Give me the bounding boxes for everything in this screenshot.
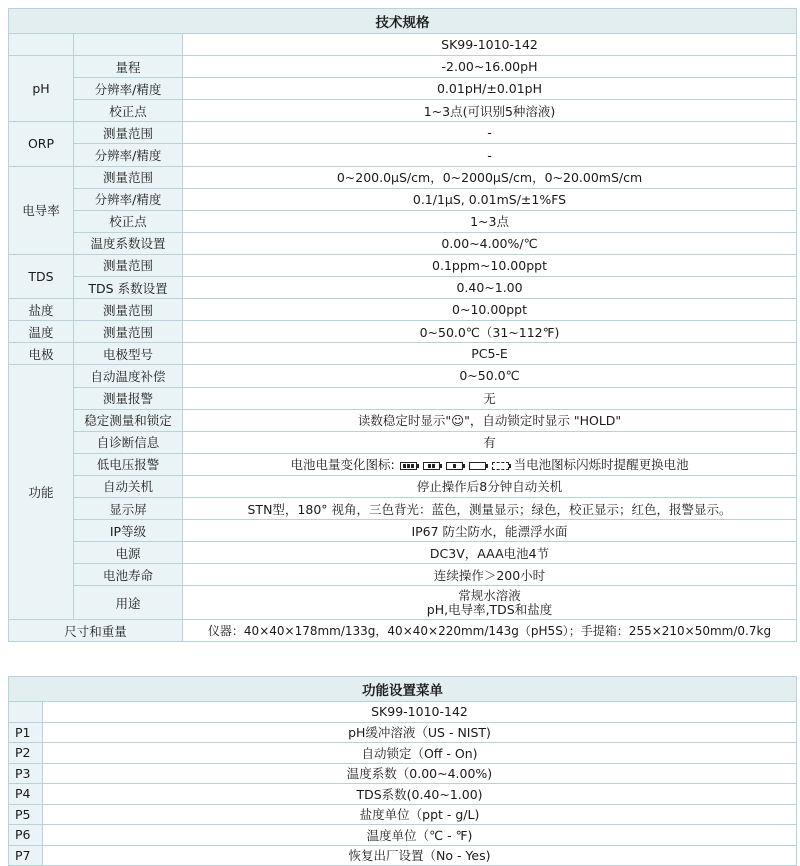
menu-table bbox=[8, 676, 797, 866]
row-value: 停止操作后8分钟自动关机 bbox=[183, 475, 797, 497]
menu-code: P5 bbox=[9, 804, 43, 825]
row-value-usage bbox=[183, 586, 797, 620]
row-label: 用途 bbox=[74, 586, 183, 620]
category-ph: pH bbox=[9, 56, 74, 122]
row-value: 0.01pH/±0.01pH bbox=[183, 78, 797, 100]
category-orp: ORP bbox=[9, 122, 74, 166]
row-label: 自诊断信息 bbox=[74, 431, 183, 453]
menu-value: 恢复出厂设置（No - Yes) bbox=[43, 845, 797, 866]
row-value: DC3V，AAA电池4节 bbox=[183, 542, 797, 564]
row-label: 测量范围 bbox=[74, 122, 183, 144]
row-value: 1~3点(可识别5种溶液) bbox=[183, 100, 797, 122]
row-label: 校正点 bbox=[74, 210, 183, 232]
menu-code: P1 bbox=[9, 722, 43, 743]
row-value: 0.1ppm~10.00ppt bbox=[183, 254, 797, 276]
row-label: 分辨率/精度 bbox=[74, 78, 183, 100]
menu-code: P6 bbox=[9, 825, 43, 846]
menu-title: 功能设置菜单 bbox=[9, 677, 797, 702]
spec-table bbox=[8, 8, 797, 642]
menu-value: 温度单位（℃ - ℉) bbox=[43, 825, 797, 846]
spec-model: SK99-1010-142 bbox=[183, 34, 797, 56]
spec-title: 技术规格 bbox=[9, 9, 797, 34]
usage-line-1: 常规水溶液 bbox=[458, 587, 521, 603]
category-electrode: 电极 bbox=[9, 343, 74, 365]
row-label: 电池寿命 bbox=[74, 564, 183, 586]
category-temperature: 温度 bbox=[9, 321, 74, 343]
row-label: 自动关机 bbox=[74, 475, 183, 497]
category-tds: TDS bbox=[9, 254, 74, 298]
size-label: 尺寸和重量 bbox=[9, 620, 183, 642]
size-value: 仪器：40×40×178mm/133g，40×40×220mm/143g（pH5S）；手提箱：255×210×50mm/0.7kg bbox=[183, 620, 797, 642]
row-value: 1~3点 bbox=[183, 210, 797, 232]
category-conductivity: 电导率 bbox=[9, 166, 74, 254]
row-value: - bbox=[183, 144, 797, 166]
row-label: 量程 bbox=[74, 56, 183, 78]
battery-empty-icon bbox=[469, 462, 486, 470]
row-value: 无 bbox=[183, 387, 797, 409]
menu-code: P7 bbox=[9, 845, 43, 866]
row-value: 0.1/1μS, 0.01mS/±1%FS bbox=[183, 188, 797, 210]
row-value: PC5-E bbox=[183, 343, 797, 365]
row-label: IP等级 bbox=[74, 520, 183, 542]
row-label: 分辨率/精度 bbox=[74, 188, 183, 210]
menu-value: 盐度单位（ppt - g/L) bbox=[43, 804, 797, 825]
row-value: 0.40~1.00 bbox=[183, 277, 797, 299]
row-value: 0~50.0℃（31~112℉) bbox=[183, 321, 797, 343]
row-label: 分辨率/精度 bbox=[74, 144, 183, 166]
row-value: IP67 防尘防水，能漂浮水面 bbox=[183, 520, 797, 542]
row-label: 稳定测量和锁定 bbox=[74, 409, 183, 431]
category-function: 功能 bbox=[9, 365, 74, 620]
row-label: 电极型号 bbox=[74, 343, 183, 365]
menu-code: P2 bbox=[9, 743, 43, 764]
row-value: 0~10.00ppt bbox=[183, 299, 797, 321]
row-label: 测量范围 bbox=[74, 299, 183, 321]
row-label: 自动温度补偿 bbox=[74, 365, 183, 387]
menu-value: TDS系数(0.40~1.00) bbox=[43, 784, 797, 805]
category-salinity: 盐度 bbox=[9, 299, 74, 321]
row-label: 测量报警 bbox=[74, 387, 183, 409]
menu-value: pH缓冲溶液（US - NIST) bbox=[43, 722, 797, 743]
menu-model: SK99-1010-142 bbox=[43, 702, 797, 723]
row-label: 电源 bbox=[74, 542, 183, 564]
row-value: -2.00~16.00pH bbox=[183, 56, 797, 78]
row-label: TDS 系数设置 bbox=[74, 277, 183, 299]
battery-full-icon bbox=[400, 462, 417, 470]
row-label: 测量范围 bbox=[74, 254, 183, 276]
row-value: - bbox=[183, 122, 797, 144]
row-value: 0~50.0℃ bbox=[183, 365, 797, 387]
row-value: STN型，180° 视角，三色背光：蓝色，测量显示；绿色，校正显示；红色，报警显示。 bbox=[183, 497, 797, 519]
battery-two-thirds-icon bbox=[423, 462, 440, 470]
row-label: 校正点 bbox=[74, 100, 183, 122]
battery-one-third-icon bbox=[446, 462, 463, 470]
row-label: 测量范围 bbox=[74, 321, 183, 343]
battery-prefix: 电池电量变化图标: bbox=[290, 457, 395, 473]
row-value: 0~200.0μS/cm，0~2000μS/cm，0~20.00mS/cm bbox=[183, 166, 797, 188]
battery-flashing-icon bbox=[492, 462, 509, 470]
usage-line-2: pH,电导率,TDS和盐度 bbox=[426, 601, 553, 617]
menu-value: 温度系数（0.00~4.00%) bbox=[43, 763, 797, 784]
battery-suffix: 当电池图标闪烁时提醒更换电池 bbox=[513, 457, 689, 473]
row-label: 显示屏 bbox=[74, 497, 183, 519]
menu-code: P3 bbox=[9, 763, 43, 784]
row-value: 读数稳定时显示"☺"，自动锁定时显示 "HOLD" bbox=[183, 409, 797, 431]
row-label: 温度系数设置 bbox=[74, 232, 183, 254]
menu-code: P4 bbox=[9, 784, 43, 805]
row-label: 测量范围 bbox=[74, 166, 183, 188]
row-value-battery bbox=[183, 453, 797, 475]
row-label: 低电压报警 bbox=[74, 453, 183, 475]
menu-value: 自动锁定（Off - On) bbox=[43, 743, 797, 764]
row-value: 0.00~4.00%/℃ bbox=[183, 232, 797, 254]
row-value: 有 bbox=[183, 431, 797, 453]
row-value: 连续操作＞200小时 bbox=[183, 564, 797, 586]
